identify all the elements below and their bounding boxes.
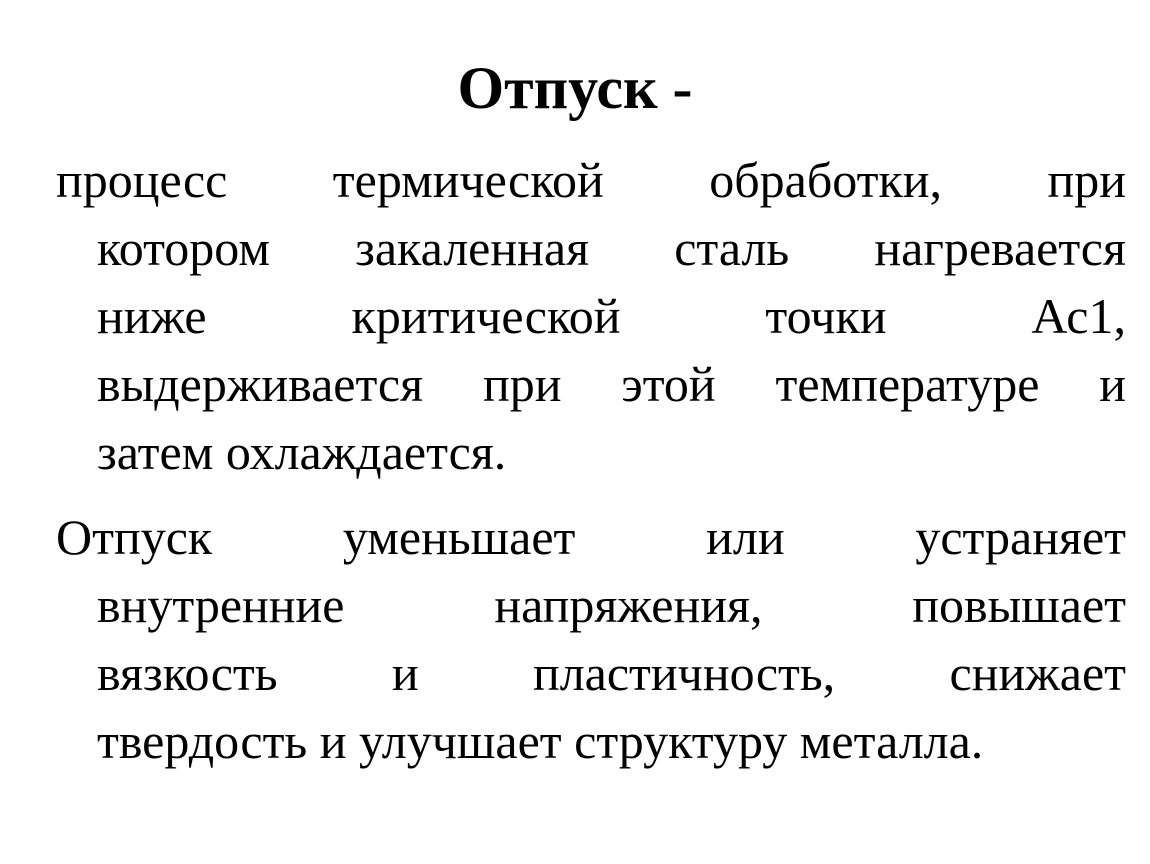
paragraph-line: Отпуск уменьшает или устраняет xyxy=(56,509,1126,565)
paragraph-line: выдерживается при этой температуре и xyxy=(97,356,1126,412)
definition-paragraph xyxy=(56,146,1126,486)
paragraph-line: ниже критической точки Ас1, xyxy=(97,288,1126,344)
paragraph-line: твердость и улучшает структуру металла. xyxy=(97,713,984,769)
slide-title: Отпуск - xyxy=(457,55,693,121)
paragraph-line: котором закаленная сталь нагревается xyxy=(97,220,1126,276)
paragraph-line: затем охлаждается. xyxy=(97,424,507,480)
effects-paragraph xyxy=(56,503,1126,775)
paragraph-line: вязкость и пластичность, снижает xyxy=(97,645,1126,701)
paragraph-line: процесс термической обработки, при xyxy=(56,152,1126,208)
paragraph-line: внутренние напряжения, повышает xyxy=(97,577,1126,633)
